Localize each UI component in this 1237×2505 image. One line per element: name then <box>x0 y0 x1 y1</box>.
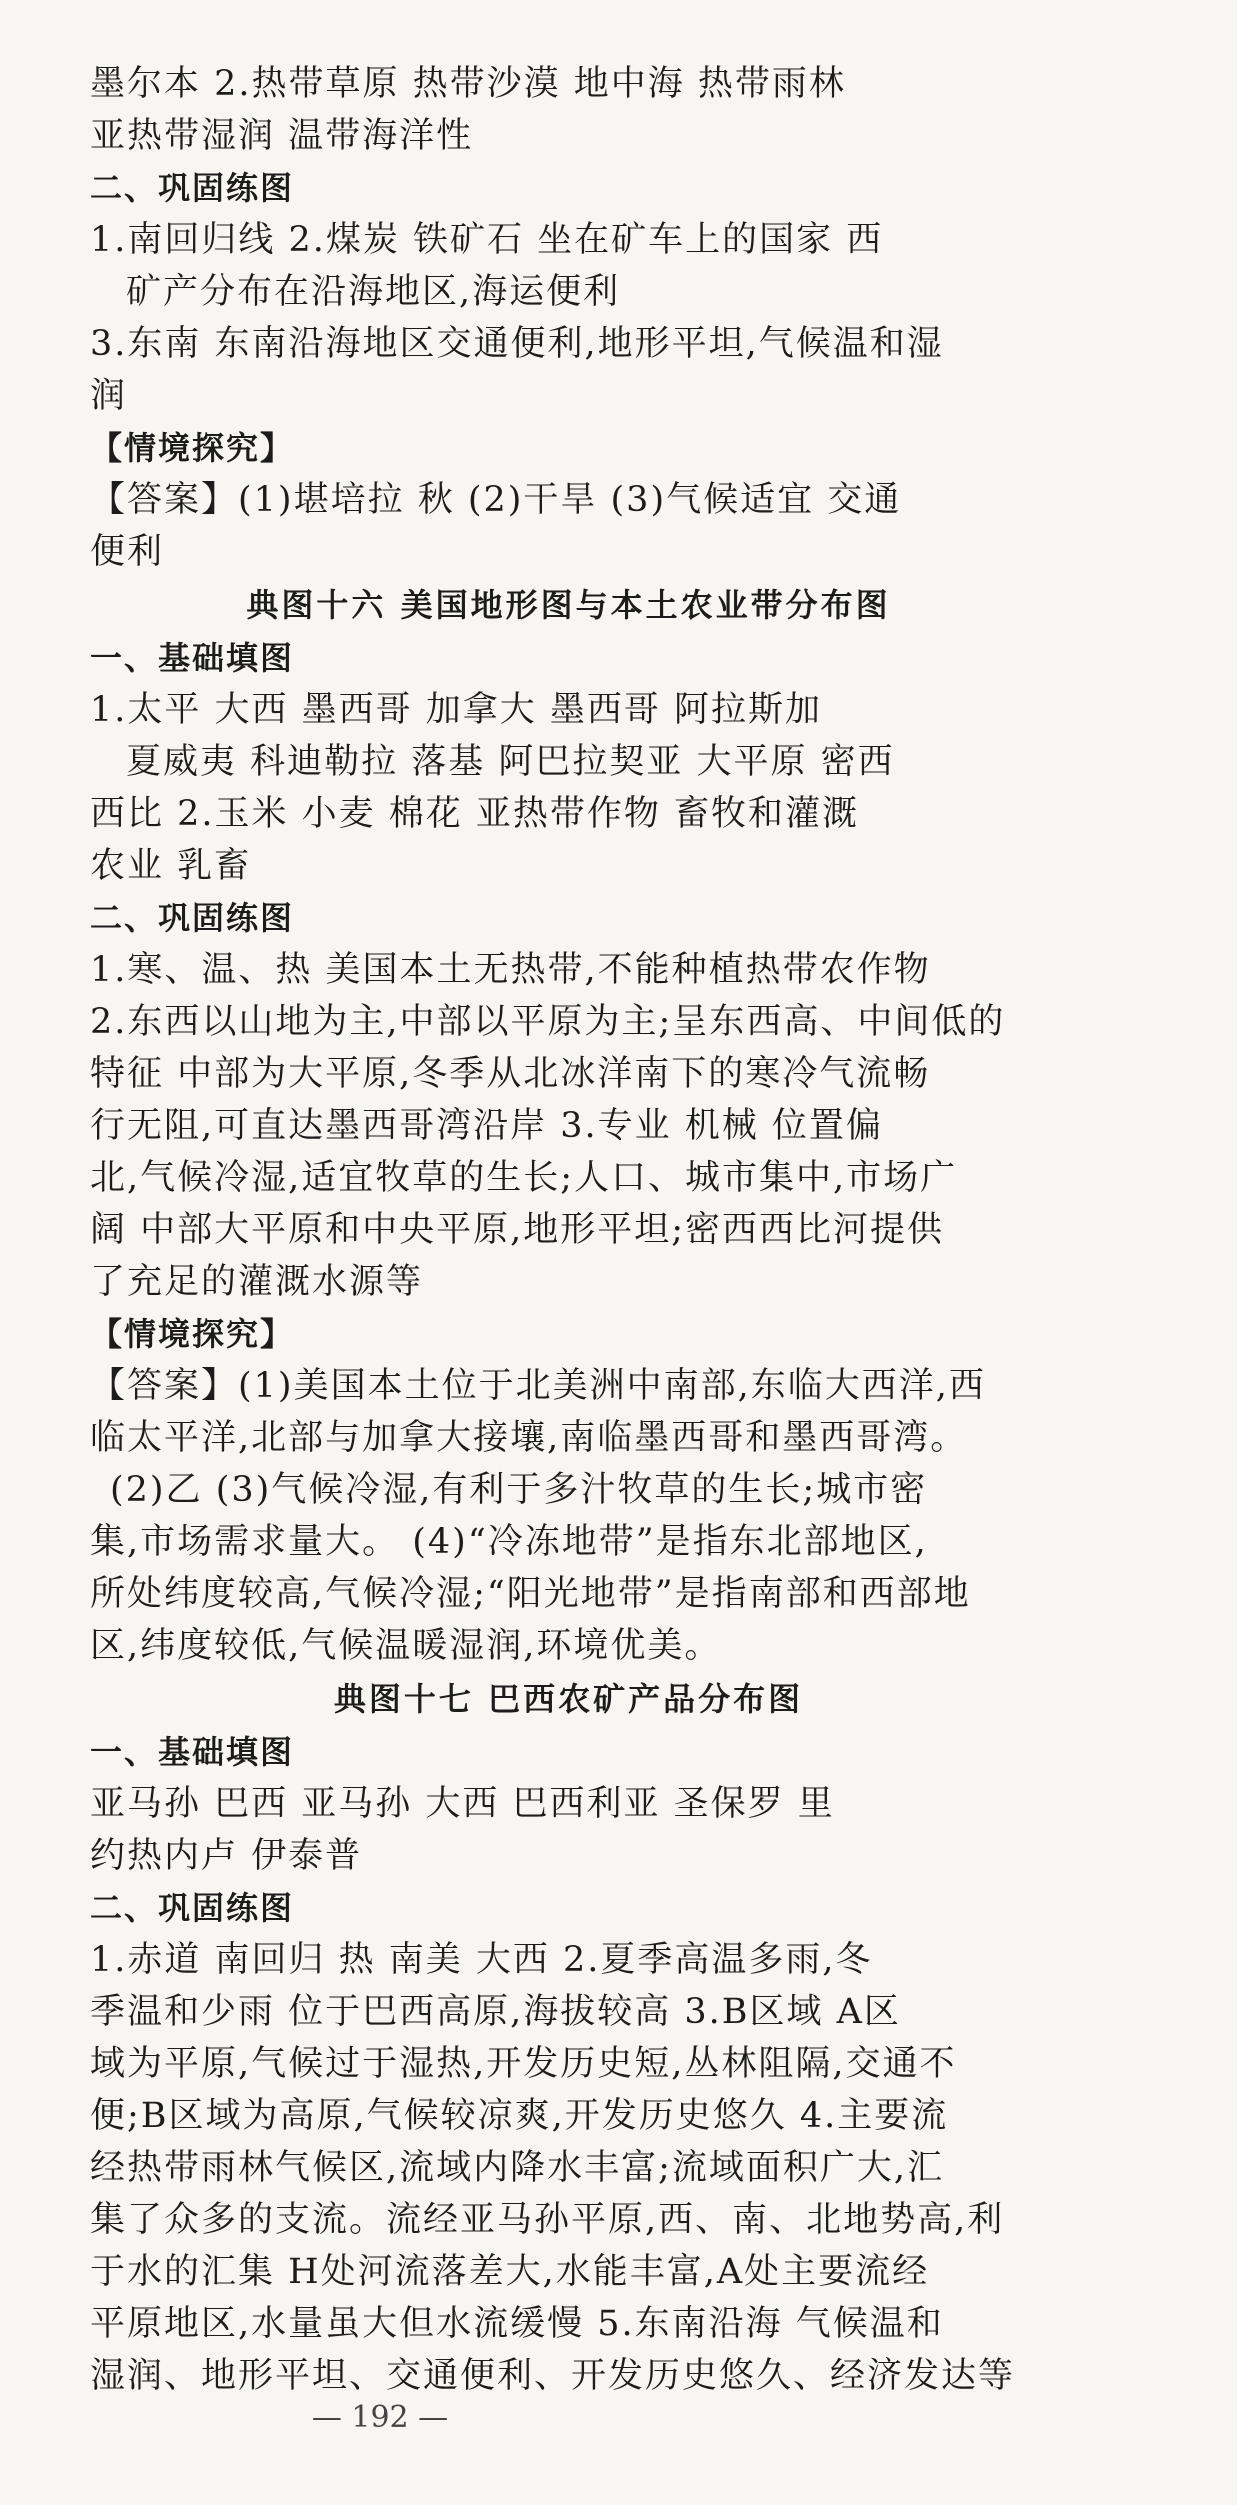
text-line: 墨尔本 2.热带草原 热带沙漠 地中海 热带雨林 <box>90 64 846 104</box>
section-heading: 一、基础填图 <box>90 1733 295 1771</box>
text-line: 北,气候冷湿,适宜牧草的生长;人口、城市集中,市场广 <box>90 1158 958 1198</box>
text-line: 【答案】(1)美国本土位于北美洲中南部,东临大西洋,西 <box>90 1366 986 1406</box>
text-line: 1.南回归线 2.煤炭 铁矿石 坐在矿车上的国家 西 <box>90 220 884 260</box>
text-line: 平原地区,水量虽大但水流缓慢 5.东南沿海 气候温和 <box>90 2304 944 2344</box>
text-line: 区,纬度较低,气候温暖湿润,环境优美。 <box>90 1626 722 1666</box>
text-line: 亚热带湿润 温带海洋性 <box>90 116 474 156</box>
section-heading: 【情境探究】 <box>90 429 295 467</box>
text-line: 约热内卢 伊泰普 <box>90 1836 363 1876</box>
text-line: 3.东南 东南沿海地区交通便利,地形平坦,气候温和湿 <box>90 324 944 364</box>
section-heading: 二、巩固练图 <box>90 169 295 207</box>
text-line: 湿润、地形平坦、交通便利、开发历史悠久、经济发达等 <box>90 2356 1016 2396</box>
figure-title: 典图十七 巴西农矿产品分布图 <box>333 1680 804 1718</box>
text-line: (2)乙 (3)气候冷湿,有利于多汁牧草的生长;城市密 <box>110 1470 928 1510</box>
text-line: 经热带雨林气候区,流域内降水丰富;流域面积广大,汇 <box>90 2148 945 2188</box>
text-line: 1.寒、温、热 美国本土无热带,不能种植热带农作物 <box>90 950 931 990</box>
text-line: 亚马孙 巴西 亚马孙 大西 巴西利亚 圣保罗 里 <box>90 1784 835 1824</box>
text-line: 于水的汇集 H处河流落差大,水能丰富,A处主要流经 <box>90 2252 930 2292</box>
text-line: 夏威夷 科迪勒拉 落基 阿巴拉契亚 大平原 密西 <box>126 742 895 782</box>
text-line: 临太平洋,北部与加拿大接壤,南临墨西哥和墨西哥湾。 <box>90 1418 968 1458</box>
text-line: 1.赤道 南回归 热 南美 大西 2.夏季高温多雨,冬 <box>90 1940 873 1980</box>
text-line: 季温和少雨 位于巴西高原,海拔较高 3.B区域 A区 <box>90 1992 901 2032</box>
text-line: 矿产分布在沿海地区,海运便利 <box>126 272 621 312</box>
text-line: 行无阻,可直达墨西哥湾沿岸 3.专业 机械 位置偏 <box>90 1106 883 1146</box>
text-line: 农业 乳畜 <box>90 846 252 886</box>
answer-content <box>90 58 1047 2402</box>
text-line: 西比 2.玉米 小麦 棉花 亚热带作物 畜牧和灌溉 <box>90 794 860 834</box>
text-line: 所处纬度较高,气候冷湿;“阳光地带”是指南部和西部地 <box>90 1574 971 1614</box>
text-line: 了充足的灌溉水源等 <box>90 1262 424 1302</box>
text-line: 域为平原,气候过于湿热,开发历史短,丛林阻隔,交通不 <box>90 2044 957 2084</box>
section-heading: 二、巩固练图 <box>90 1889 295 1927</box>
text-line: 便利 <box>90 532 165 572</box>
text-line: 集,市场需求量大。 (4)“冷冻地带”是指东北部地区, <box>90 1522 928 1562</box>
section-heading: 【情境探究】 <box>90 1315 295 1353</box>
text-line: 1.太平 大西 墨西哥 加拿大 墨西哥 阿拉斯加 <box>90 690 823 730</box>
text-line: 集了众多的支流。流经亚马孙平原,西、南、北地势高,利 <box>90 2200 1005 2240</box>
text-line: 便;B区域为高原,气候较凉爽,开发历史悠久 4.主要流 <box>90 2096 949 2136</box>
section-heading: 一、基础填图 <box>90 639 295 677</box>
figure-title: 典图十六 美国地形图与本土农业带分布图 <box>246 586 891 624</box>
page-number: — 192 — <box>311 2400 449 2435</box>
text-line: 2.东西以山地为主,中部以平原为主;呈东西高、中间低的 <box>90 1002 1006 1042</box>
text-line: 阔 中部大平原和中央平原,地形平坦;密西西比河提供 <box>90 1210 945 1250</box>
text-line: 润 <box>90 376 128 416</box>
section-heading: 二、巩固练图 <box>90 899 295 937</box>
text-line: 【答案】(1)堪培拉 秋 (2)干旱 (3)气候适宜 交通 <box>90 480 902 520</box>
text-line: 特征 中部为大平原,冬季从北冰洋南下的寒冷气流畅 <box>90 1054 931 1094</box>
